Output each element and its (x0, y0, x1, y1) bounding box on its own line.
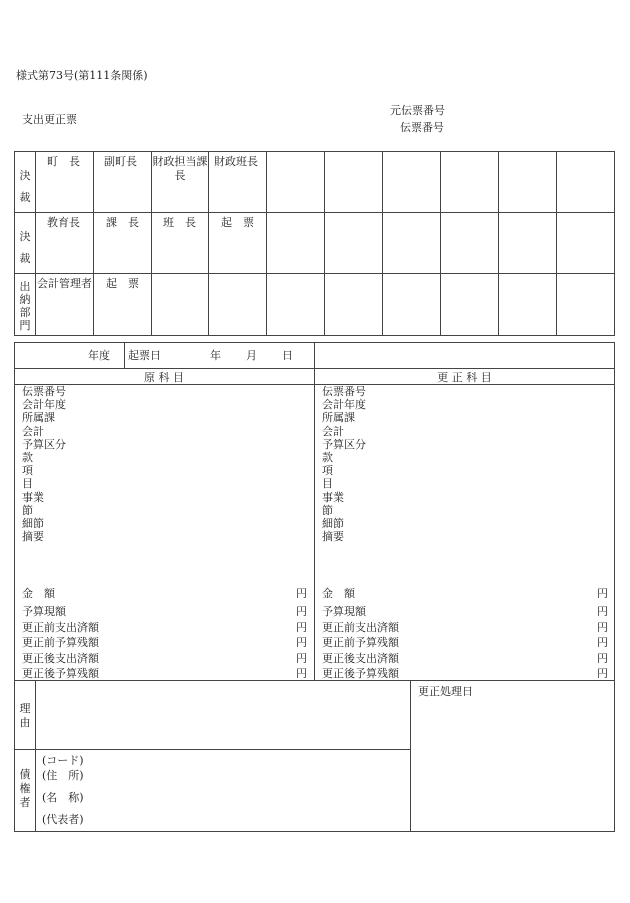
corrected-field-kan: 款 (322, 450, 333, 464)
original-subject-header: 原 科 目 (144, 371, 184, 384)
corrected-field-kou: 項 (322, 464, 333, 478)
yen-unit: 円 (597, 620, 608, 634)
corrected-field-slip-number: 伝票番号 (322, 385, 366, 398)
slip-number-label: 伝票番号 (400, 121, 444, 134)
corrected-field-fiscal-year: 会計年度 (322, 398, 366, 412)
approval-row3-label: 出納部門 (19, 280, 31, 332)
original-field-account: 会計 (22, 424, 44, 438)
reason-label: 理由 (19, 702, 31, 729)
corrected-field-department: 所属課 (322, 411, 355, 425)
corrected-budget-units (597, 604, 608, 682)
yen-unit: 円 (597, 605, 608, 618)
corrected-field-moku: 目 (322, 477, 333, 491)
original-slip-number-label: 元伝票番号 (390, 104, 445, 117)
corrected-budget-remaining-before: 更正前予算残額 (322, 636, 399, 649)
yen-unit: 円 (597, 667, 608, 680)
original-field-department: 所属課 (22, 411, 55, 425)
original-field-kan: 款 (22, 450, 33, 464)
yen-unit: 円 (296, 620, 307, 634)
original-subject-fields (22, 385, 66, 543)
form-number: 様式第73号(第111条関係) (16, 69, 148, 82)
original-budget-paid-before: 更正前支出済額 (22, 620, 99, 634)
fiscal-year-label: 年度 (88, 349, 110, 362)
yen-unit: 円 (597, 636, 608, 649)
creditor-name-label: (名 称) (42, 791, 84, 804)
approval-cell-accounting-manager: 会計管理者 (37, 277, 92, 290)
yen-unit: 円 (296, 667, 307, 680)
yen-unit: 円 (296, 636, 307, 649)
approval-cell-finance-manager: 財政担当課長 (152, 155, 208, 182)
original-field-moku: 目 (22, 477, 33, 491)
corrected-field-account: 会計 (322, 424, 344, 438)
creditor-label: 債権者 (19, 768, 31, 809)
approval-table (14, 151, 615, 336)
creditor-address-label: (住 所) (42, 769, 84, 782)
corrected-field-budget-category: 予算区分 (322, 437, 366, 451)
original-field-fiscal-year: 会計年度 (22, 398, 66, 412)
original-field-kou: 項 (22, 464, 33, 478)
original-budget-paid-after: 更正後支出済額 (22, 651, 99, 665)
original-budget-current: 予算現額 (22, 605, 66, 618)
approval-cell-deputy-mayor: 副町長 (104, 155, 137, 168)
corrected-budget-paid-after: 更正後支出済額 (322, 651, 399, 665)
original-field-summary: 摘要 (22, 530, 44, 544)
approval-cell-drafter: 起 票 (221, 216, 254, 229)
corrected-field-saisetsu: 細節 (322, 516, 344, 530)
issue-date-label: 起票日 (128, 349, 161, 362)
approval-cell-superintendent: 教育長 (47, 216, 80, 229)
yen-unit: 円 (296, 605, 307, 618)
yen-unit: 円 (296, 651, 307, 665)
approval-cell-finance-chief: 財政班長 (214, 155, 258, 168)
corrected-amount-label: 金 額 (322, 587, 355, 600)
original-field-budget-category: 予算区分 (22, 437, 66, 451)
creditor-representative-label: (代表者) (42, 813, 84, 826)
original-field-setsu: 節 (22, 503, 33, 517)
correction-date-label: 更正処理日 (418, 685, 473, 698)
original-field-saisetsu: 細節 (22, 516, 44, 530)
original-field-project: 事業 (22, 490, 44, 504)
approval-cell-drafter-accounting: 起 票 (106, 277, 139, 290)
corrected-budget-fields (322, 604, 399, 682)
original-budget-units (296, 604, 307, 682)
corrected-budget-remaining-after: 更正後予算残額 (322, 667, 399, 680)
original-budget-remaining-after: 更正後予算残額 (22, 667, 99, 680)
corrected-subject-header: 更 正 科 目 (437, 371, 492, 384)
original-amount-label: 金 額 (22, 587, 55, 600)
corrected-field-project: 事業 (322, 490, 344, 504)
corrected-field-setsu: 節 (322, 503, 333, 517)
creditor-code-label: (コード) (42, 754, 84, 767)
original-budget-fields (22, 604, 99, 682)
corrected-budget-paid-before: 更正前支出済額 (322, 620, 399, 634)
yen-unit: 円 (597, 651, 608, 665)
original-field-slip-number: 伝票番号 (22, 385, 66, 398)
corrected-budget-current: 予算現額 (322, 605, 366, 618)
issue-date-day: 日 (282, 349, 293, 362)
approval-cell-section-chief: 課 長 (106, 216, 139, 229)
corrected-subject-fields (322, 385, 366, 543)
approval-row1-label: 決裁 (19, 169, 31, 204)
approval-row2-label: 決裁 (19, 230, 31, 265)
original-amount-unit: 円 (296, 587, 307, 600)
approval-cell-mayor: 町 長 (47, 155, 80, 168)
form-title: 支出更正票 (22, 113, 77, 126)
original-budget-remaining-before: 更正前予算残額 (22, 636, 99, 649)
issue-date-year: 年 (210, 349, 221, 362)
approval-cell-team-chief: 班 長 (163, 216, 196, 229)
issue-date-month: 月 (246, 349, 257, 362)
corrected-field-summary: 摘要 (322, 530, 344, 544)
corrected-amount-unit: 円 (597, 587, 608, 600)
